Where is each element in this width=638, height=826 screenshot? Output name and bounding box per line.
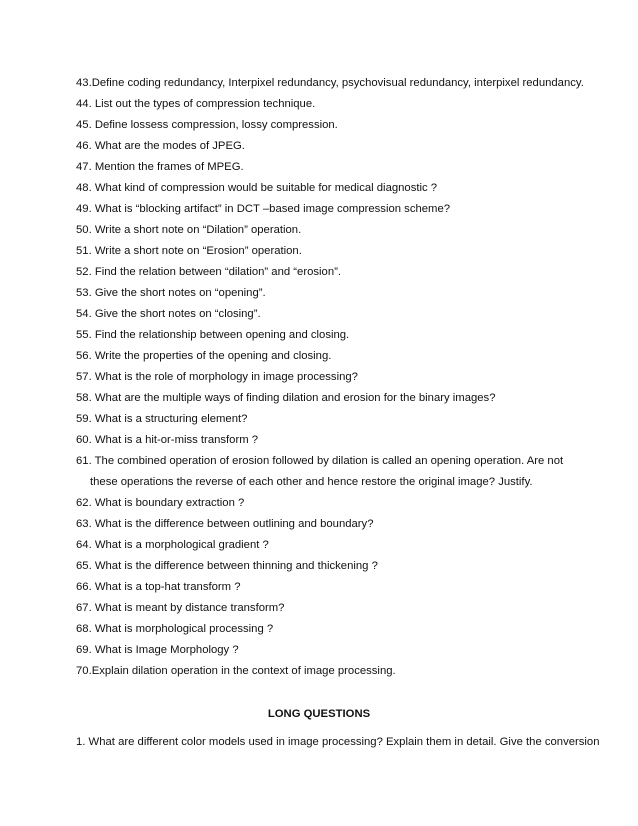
question-43: 43.Define coding redundancy, Interpixel redundancy, psychovisual redundancy, interpixel redundancy. (76, 77, 584, 89)
question-44: 44. List out the types of compression technique. (76, 98, 316, 110)
question-55: 55. Find the relationship between opening and closing. (76, 329, 350, 341)
question-57: 57. What is the role of morphology in image processing? (76, 371, 358, 383)
question-56: 56. Write the properties of the opening and closing. (76, 350, 332, 362)
question-68: 68. What is morphological processing ? (76, 623, 274, 635)
question-69: 69. What is Image Morphology ? (76, 644, 239, 656)
long-question-1: 1. What are different color models used in image processing? Explain them in detail. Give the conversion (76, 736, 600, 748)
question-63: 63. What is the difference between outlining and boundary? (76, 518, 374, 530)
question-62: 62. What is boundary extraction ? (76, 497, 245, 509)
question-58: 58. What are the multiple ways of finding dilation and erosion for the binary images? (76, 392, 496, 404)
question-53: 53. Give the short notes on “opening”. (76, 287, 266, 299)
question-49: 49. What is “blocking artifact” in DCT –based image compression scheme? (76, 203, 451, 215)
question-67: 67. What is meant by distance transform? (76, 602, 285, 614)
long-questions-heading: LONG QUESTIONS (267, 708, 371, 720)
question-59: 59. What is a structuring element? (76, 413, 248, 425)
question-61-line-2: these operations the reverse of each other and hence restore the original image? Justify. (90, 476, 533, 488)
question-47: 47. Mention the frames of MPEG. (76, 161, 244, 173)
question-54: 54. Give the short notes on “closing”. (76, 308, 261, 320)
question-51: 51. Write a short note on “Erosion” operation. (76, 245, 302, 257)
question-65: 65. What is the difference between thinning and thickening ? (76, 560, 378, 572)
question-52: 52. Find the relation between “dilation” and “erosion”. (76, 266, 342, 278)
question-46: 46. What are the modes of JPEG. (76, 140, 245, 152)
question-60: 60. What is a hit-or-miss transform ? (76, 434, 259, 446)
question-48: 48. What kind of compression would be suitable for medical diagnostic ? (76, 182, 438, 194)
question-66: 66. What is a top-hat transform ? (76, 581, 241, 593)
question-61-line-1: 61. The combined operation of erosion followed by dilation is called an opening operation. Are not (76, 455, 564, 467)
question-64: 64. What is a morphological gradient ? (76, 539, 269, 551)
question-70: 70.Explain dilation operation in the context of image processing. (76, 665, 396, 677)
question-50: 50. Write a short note on “Dilation” operation. (76, 224, 302, 236)
question-45: 45. Define lossess compression, lossy compression. (76, 119, 338, 131)
